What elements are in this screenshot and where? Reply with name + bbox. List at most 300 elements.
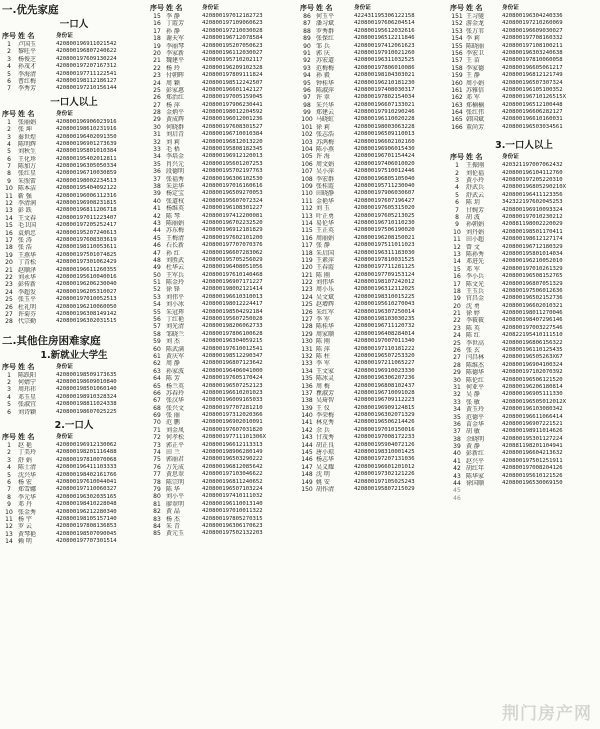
table-row bbox=[450, 251, 598, 258]
row-number: 101 bbox=[301, 123, 313, 131]
person-name: 刘小冰 bbox=[166, 301, 185, 309]
watermark-logo: 荆门房产网 bbox=[502, 704, 592, 724]
row-number: 61 bbox=[153, 352, 161, 360]
row-number: 67 bbox=[153, 397, 161, 405]
id-number: 420800197610044041 bbox=[56, 478, 117, 485]
table-body bbox=[450, 13, 598, 131]
row-number: 162 bbox=[451, 94, 463, 102]
table-row bbox=[150, 50, 296, 57]
table-row bbox=[450, 384, 598, 391]
row-number: 7 bbox=[455, 206, 459, 214]
id-number: 420800196805105040 bbox=[354, 175, 415, 182]
id-number: 420800196512100448 bbox=[502, 101, 563, 108]
table-row bbox=[450, 192, 598, 199]
id-number: 420800196901273639 bbox=[56, 140, 117, 147]
table-row bbox=[450, 332, 598, 339]
id-number: 420800197410111032 bbox=[202, 493, 263, 500]
row-number: 2 bbox=[7, 379, 11, 387]
row-number: 11 bbox=[5, 515, 13, 523]
header-name: 姓 名 bbox=[18, 109, 35, 118]
person-name: 张桂霞 bbox=[316, 182, 335, 190]
table-row bbox=[2, 442, 146, 449]
id-number: 420800197707281210 bbox=[202, 404, 263, 411]
id-number: 420800196210181230 bbox=[354, 79, 415, 86]
row-number: 113 bbox=[301, 212, 313, 220]
person-name: 王 苗 bbox=[466, 57, 480, 65]
id-number: 420800198407296146 bbox=[502, 317, 563, 324]
table-row bbox=[300, 471, 446, 478]
row-number: 28 bbox=[153, 109, 161, 117]
person-name: 刘启青 bbox=[166, 131, 185, 139]
person-name: 余 兵 bbox=[316, 426, 330, 434]
id-number: 420800196306170623 bbox=[202, 522, 263, 529]
header-no: 序号 bbox=[2, 109, 16, 118]
table-row bbox=[150, 493, 296, 500]
id-number: 420800197207131036 bbox=[354, 456, 415, 463]
row-number: 2 bbox=[455, 169, 459, 177]
id-number: 420800196610160031 bbox=[502, 116, 563, 123]
row-number: 28 bbox=[5, 318, 13, 326]
table-row bbox=[300, 28, 446, 35]
header-id: 身份证 bbox=[56, 33, 73, 39]
table-row bbox=[150, 353, 296, 360]
row-number: 33 bbox=[453, 398, 461, 406]
table-row bbox=[300, 94, 446, 101]
id-number: 420800198911014626 bbox=[502, 428, 563, 435]
table-row bbox=[300, 294, 446, 301]
id-number: 420800197605170424 bbox=[202, 375, 263, 382]
table-row bbox=[300, 449, 446, 456]
person-name: 丁美玲 bbox=[18, 449, 37, 457]
id-number: 420800197910021260 bbox=[354, 49, 415, 56]
table-row bbox=[450, 43, 598, 50]
header-no: 序号 bbox=[2, 433, 16, 442]
row-number: 128 bbox=[301, 323, 313, 331]
person-name: 叶正勇 bbox=[316, 212, 335, 220]
row-number: 39 bbox=[453, 443, 461, 451]
row-number: 42 bbox=[153, 212, 161, 220]
table-row bbox=[450, 244, 598, 251]
row-number: 154 bbox=[451, 35, 463, 43]
id-number: 420800198906280149 bbox=[202, 449, 263, 456]
table-row bbox=[150, 146, 296, 153]
row-number: 2 bbox=[7, 449, 11, 457]
row-number: 83 bbox=[153, 515, 161, 523]
id-number: 420800196411123356 bbox=[502, 191, 563, 198]
id-number: 420800196209102328 bbox=[202, 64, 263, 71]
row-number: 44 bbox=[453, 480, 461, 488]
row-number: 42 bbox=[453, 465, 461, 473]
id-number: 420800197105025243 bbox=[354, 478, 415, 485]
id-number: 420800197412061623 bbox=[354, 42, 415, 49]
id-number: 420800195702197763 bbox=[202, 168, 263, 175]
person-name: 李宏群 bbox=[316, 175, 335, 183]
row-number: 153 bbox=[451, 27, 463, 35]
id-number: 420800197610140468 bbox=[202, 271, 263, 278]
id-number: 420800196701154424 bbox=[354, 153, 415, 160]
header-id: 身份证 bbox=[502, 5, 519, 11]
table-row bbox=[300, 80, 446, 87]
id-number: 420800195807215029 bbox=[354, 486, 415, 492]
row-number: 38 bbox=[453, 435, 461, 443]
row-number: 4 bbox=[7, 63, 11, 71]
header-id: 身份证 bbox=[354, 5, 371, 11]
table-row bbox=[2, 200, 146, 207]
table-row bbox=[150, 323, 296, 330]
row-number: 45 bbox=[153, 234, 161, 242]
row-number: 102 bbox=[301, 131, 313, 139]
row-number: 159 bbox=[451, 72, 463, 80]
row-number: 79 bbox=[153, 486, 161, 493]
row-number: 9 bbox=[455, 221, 459, 229]
id-number: 420800196302035165 bbox=[56, 493, 117, 500]
row-number: 58 bbox=[153, 330, 161, 338]
row-number: 7 bbox=[7, 85, 11, 93]
row-number: 106 bbox=[301, 160, 313, 168]
table-row bbox=[150, 272, 296, 279]
table-row bbox=[300, 464, 446, 471]
table-row bbox=[300, 43, 446, 50]
table-row bbox=[150, 72, 296, 79]
table-row bbox=[150, 412, 296, 419]
table-row bbox=[300, 427, 446, 434]
row-number: 30 bbox=[153, 123, 161, 131]
person-name: 刘永华 bbox=[18, 273, 37, 281]
id-number: 420800196507103224 bbox=[202, 486, 263, 492]
person-name: 田晓静 bbox=[316, 190, 335, 198]
id-number: 420800197408030317 bbox=[354, 86, 415, 93]
table-row bbox=[450, 72, 598, 79]
row-number: 64 bbox=[153, 375, 161, 383]
person-name: 彭新红 bbox=[466, 450, 485, 458]
table-row bbox=[300, 57, 446, 64]
person-name: 黄小玲 bbox=[466, 177, 485, 185]
id-number: 420800198402161766 bbox=[56, 471, 117, 478]
id-number: 420800196406041000 bbox=[202, 367, 263, 374]
table-row bbox=[300, 353, 446, 360]
id-number: 420800196009165033 bbox=[202, 397, 263, 404]
table-row bbox=[450, 20, 598, 27]
table-row bbox=[2, 494, 146, 501]
id-number: 420800195207240613 bbox=[56, 229, 117, 236]
id-number: 420800197210156144 bbox=[56, 85, 117, 92]
table-row bbox=[150, 375, 296, 382]
row-number: 22 bbox=[453, 317, 461, 325]
row-number: 41 bbox=[453, 457, 461, 465]
row-number: 14 bbox=[5, 538, 13, 546]
table-row bbox=[150, 264, 296, 271]
row-number: 120 bbox=[301, 264, 313, 272]
id-number: 420800197406010020 bbox=[354, 160, 415, 167]
id-number: 420800196402091350 bbox=[56, 133, 117, 140]
table-row bbox=[450, 369, 598, 376]
person-name: 舒武兵 bbox=[466, 184, 485, 192]
id-number: 420800196604213632 bbox=[502, 450, 563, 457]
row-number: 109 bbox=[301, 182, 313, 190]
table-row bbox=[300, 102, 446, 109]
table-row bbox=[2, 119, 146, 126]
row-number: 4 bbox=[7, 393, 11, 401]
table-row bbox=[300, 331, 446, 338]
table-row bbox=[450, 325, 598, 332]
table-row bbox=[150, 397, 296, 404]
row-number: 143 bbox=[301, 434, 313, 442]
table-row bbox=[300, 168, 446, 175]
row-number: 157 bbox=[451, 57, 463, 65]
row-number: 26 bbox=[5, 303, 13, 311]
row-number: 165 bbox=[451, 116, 463, 124]
person-name: 赵顺泽 bbox=[18, 266, 37, 274]
person-name: 胡作清 bbox=[316, 486, 335, 493]
person-name: 余晓明 bbox=[466, 435, 485, 443]
table-row bbox=[300, 250, 446, 257]
id-number: 420800198910328324 bbox=[56, 393, 117, 400]
id-number: 420800196512211846 bbox=[354, 35, 415, 42]
person-name: 陈维杰 bbox=[466, 361, 485, 369]
row-number: 4 bbox=[7, 140, 11, 148]
person-name: 胡红年 bbox=[466, 465, 485, 473]
person-name: 陈丽娟 bbox=[166, 219, 185, 227]
row-number: 87 bbox=[303, 20, 311, 28]
id-number: 420800196507253320 bbox=[354, 352, 415, 359]
id-number: 420800196909124815 bbox=[354, 404, 415, 411]
id-number: 420800196812085642 bbox=[202, 463, 263, 470]
table-row bbox=[450, 229, 598, 236]
table-row bbox=[2, 237, 146, 244]
person-name bbox=[464, 487, 502, 494]
person-name: 卢国玉 bbox=[18, 41, 37, 48]
id-number: 420800196611260355 bbox=[56, 266, 117, 273]
id-number: 420800196807123642 bbox=[202, 360, 263, 367]
table-row bbox=[150, 116, 296, 123]
table-row bbox=[300, 346, 446, 353]
row-number: 22 bbox=[153, 64, 161, 72]
row-number: 4 bbox=[455, 184, 459, 192]
id-number: 420800196105100352 bbox=[502, 86, 563, 93]
section-title: 二.其他住房困难家庭 bbox=[2, 334, 101, 347]
row-number: 21 bbox=[453, 310, 461, 318]
row-number: 141 bbox=[301, 419, 313, 427]
row-number: 80 bbox=[153, 493, 161, 501]
id-number: 420800197810060058 bbox=[502, 57, 563, 64]
table-row bbox=[2, 252, 146, 259]
id-number: 420800196609030027 bbox=[502, 27, 563, 34]
table-row bbox=[2, 449, 146, 456]
id-number: 420800196908231815 bbox=[56, 200, 117, 207]
id-number: 420800197010230212 bbox=[502, 213, 563, 220]
id-number: 420800195601207253 bbox=[202, 160, 263, 167]
table-row bbox=[450, 35, 598, 42]
row-number: 18 bbox=[5, 244, 13, 252]
header-name: 姓 名 bbox=[166, 4, 183, 12]
column-1 bbox=[2, 3, 146, 545]
row-number: 149 bbox=[301, 478, 313, 486]
table-row bbox=[300, 412, 446, 419]
id-number: 420800196709112223 bbox=[354, 397, 415, 404]
row-number: 31 bbox=[453, 383, 461, 391]
table-row bbox=[2, 509, 146, 516]
row-number: 73 bbox=[153, 441, 161, 449]
person-name: 陈 刚 bbox=[316, 338, 330, 346]
person-name: 张 丽 bbox=[166, 412, 180, 420]
table-row bbox=[300, 397, 446, 404]
header-id: 身份证 bbox=[502, 154, 519, 161]
id-number: 420800196710010384 bbox=[202, 131, 263, 138]
person-name: 彭传新 bbox=[18, 281, 37, 289]
person-name: 邹 兵 bbox=[316, 42, 330, 50]
person-name: 陈 红 bbox=[466, 332, 480, 340]
person-name: 徐国顺 bbox=[466, 480, 485, 488]
table-row bbox=[2, 126, 146, 133]
person-name: 闫昌林 bbox=[466, 354, 485, 362]
id-number: 420800196208150021 bbox=[354, 234, 415, 241]
person-name: 张 涛 bbox=[18, 236, 32, 244]
table-row bbox=[300, 360, 446, 367]
table-row bbox=[2, 296, 146, 303]
id-number: 420800196509110013 bbox=[354, 131, 415, 138]
id-number: 420800196612113313 bbox=[202, 441, 263, 448]
row-number: 15 bbox=[453, 265, 461, 273]
table-row bbox=[150, 65, 296, 72]
table-row bbox=[2, 379, 146, 386]
person-name: 李 静 bbox=[166, 13, 180, 20]
person-name: 李 军 bbox=[316, 316, 330, 324]
id-number: 420800197211065227 bbox=[354, 360, 415, 367]
row-number: 40 bbox=[153, 197, 161, 205]
row-number: 6 bbox=[7, 155, 11, 163]
person-name: 陈 萍 bbox=[316, 345, 330, 353]
row-number: 45 bbox=[453, 487, 461, 495]
person-name: 易伦华 bbox=[316, 219, 335, 227]
id-number: 420800197711122541 bbox=[56, 70, 117, 77]
person-name: 潘习斌 bbox=[316, 20, 335, 28]
id-number: 420800196910093324 bbox=[502, 206, 563, 213]
id-number: 420800197110060327 bbox=[56, 486, 117, 493]
id-number: 420800197008204126 bbox=[502, 465, 563, 472]
table-row bbox=[450, 281, 598, 288]
id-number: 342322197602045253 bbox=[502, 199, 563, 206]
person-name: 许菊芬 bbox=[18, 310, 37, 318]
row-number: 103 bbox=[301, 138, 313, 146]
person-name: 张 静 bbox=[316, 242, 330, 250]
id-number: 420800197610012541 bbox=[202, 345, 263, 352]
person-name: 胡正良 bbox=[316, 441, 335, 449]
person-name: 苏东梅 bbox=[166, 227, 185, 235]
row-number: 34 bbox=[453, 406, 461, 414]
row-number: 8 bbox=[7, 170, 11, 178]
id-number: 420800196303240638 bbox=[502, 49, 563, 56]
table-row bbox=[300, 264, 446, 271]
table-row bbox=[2, 274, 146, 281]
id-number: 420800196210052010 bbox=[502, 258, 563, 265]
id-number: 420800196508152765 bbox=[502, 273, 563, 280]
id-number: 420800196710110230 bbox=[354, 219, 415, 226]
table-row bbox=[150, 301, 296, 308]
person-name: 王正英 bbox=[316, 227, 335, 235]
table-row bbox=[150, 94, 296, 101]
table-row bbox=[450, 354, 598, 361]
person-name: 邓 军 bbox=[466, 265, 480, 273]
id-number: 420800196306102530 bbox=[202, 175, 263, 182]
table-row bbox=[450, 177, 598, 184]
table-row bbox=[450, 436, 598, 443]
person-name: 王燕华 bbox=[18, 251, 37, 259]
table-row bbox=[450, 340, 598, 347]
table-row bbox=[2, 170, 146, 177]
person-name: 孙家波 bbox=[166, 367, 185, 375]
row-number: 105 bbox=[301, 153, 313, 161]
person-name: 陈武满 bbox=[166, 345, 185, 353]
person-name: 张 坤 bbox=[18, 126, 32, 134]
id-number: 420800196710126515X bbox=[502, 94, 566, 101]
person-name: 苏宏道 bbox=[316, 57, 335, 65]
row-number: 24 bbox=[5, 288, 13, 296]
table-row bbox=[300, 124, 446, 131]
row-number: 84 bbox=[153, 522, 161, 530]
person-name: 孙朝娟 bbox=[466, 221, 485, 229]
table-row bbox=[150, 449, 296, 456]
row-number: 90 bbox=[303, 42, 311, 50]
person-name: 吴 静 bbox=[466, 391, 480, 399]
id-number: 420800196912120013 bbox=[202, 153, 263, 160]
person-name: 赖 明 bbox=[18, 538, 32, 546]
person-name: 刘丹娟 bbox=[466, 228, 485, 236]
id-number: 420800196110013140 bbox=[202, 500, 263, 507]
table-header bbox=[150, 3, 296, 13]
person-name: 陈 刚 bbox=[316, 271, 330, 279]
row-number: 43 bbox=[453, 472, 461, 480]
row-number: 21 bbox=[5, 266, 13, 274]
person-name: 李丽琴 bbox=[166, 42, 185, 50]
id-number: 420800197412200081 bbox=[202, 212, 263, 219]
id-number: 420800195711230040 bbox=[354, 182, 415, 189]
table-row bbox=[450, 310, 598, 317]
person-name: 张福秀 bbox=[166, 175, 185, 183]
table-row bbox=[2, 372, 146, 379]
id-number: 420800197605315020 bbox=[354, 205, 415, 212]
row-number: 18 bbox=[453, 287, 461, 295]
person-name: 孙 红 bbox=[166, 249, 180, 257]
id-number: 420800196601142127 bbox=[202, 86, 263, 93]
row-number: 37 bbox=[153, 175, 161, 183]
id-number: 420800196912130062 bbox=[56, 442, 117, 449]
row-number: 40 bbox=[453, 450, 461, 458]
row-number: 46 bbox=[453, 494, 461, 502]
table-row bbox=[150, 294, 296, 301]
row-number: 96 bbox=[303, 86, 311, 94]
table-row bbox=[2, 71, 146, 78]
row-number: 151 bbox=[451, 13, 463, 20]
table-row bbox=[150, 338, 296, 345]
id-number: 420800196307250014 bbox=[354, 308, 415, 315]
id-number: 420800196302031515 bbox=[56, 318, 117, 325]
table-row bbox=[150, 198, 296, 205]
person-name: 马晓虹 bbox=[316, 116, 335, 124]
row-number: 5 bbox=[7, 70, 11, 78]
table-body bbox=[2, 372, 146, 416]
person-name: 周家顺 bbox=[316, 330, 335, 338]
row-number: 15 bbox=[5, 222, 13, 230]
id-number: 420800195610121526 bbox=[502, 472, 563, 479]
person-name: 张保红 bbox=[316, 35, 335, 43]
person-name: 唐小琼 bbox=[316, 449, 335, 457]
subsection-title: 2.一口人 bbox=[54, 420, 94, 432]
id-number: 420800198107242012 bbox=[354, 279, 415, 286]
id-number: 420800197609130224 bbox=[56, 55, 117, 62]
person-name: 张红伟 bbox=[466, 109, 485, 117]
person-name: 何孝松 bbox=[166, 434, 185, 442]
row-number: 97 bbox=[303, 94, 311, 102]
